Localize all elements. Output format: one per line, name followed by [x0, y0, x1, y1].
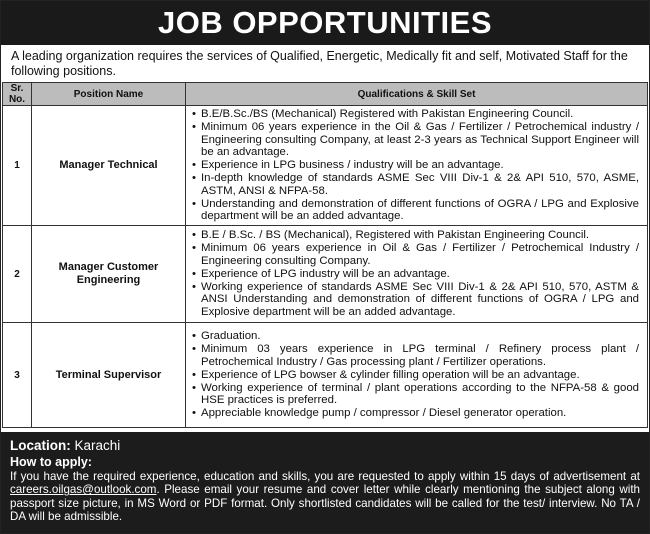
bullet-icon: • — [192, 368, 196, 381]
qualification-item — [192, 198, 639, 224]
qualification-text: Minimum 03 years experience in LPG terminal / Refinery process plant / Petrochemical Industry / Gas processing plant / Fertilizer operations. — [201, 343, 639, 368]
apply-instructions — [10, 470, 640, 523]
qualification-text: Working experience of terminal / plant operations according to the NFPA-58 & good HSE practices is preferred. — [201, 381, 639, 407]
qualification-text: Working experience of standards ASME Sec VIII Div-1 & 2& API 510, 570, ASTM & ANSI Understanding and demonstration of different functions of OGRA / LPG and Explosive department will be an added advantage. — [201, 280, 639, 319]
apply-text-part-1: If you have the required experience, education and skills, you are requested to apply within 15 days of advertisement at — [10, 470, 640, 483]
row-qualifications — [186, 106, 648, 226]
qualification-text: Understanding and demonstration of different functions of OGRA / LPG and Explosive department will be an added advantage. — [201, 197, 639, 223]
table-header-row — [3, 83, 648, 106]
header-position-name: Position Name — [32, 83, 186, 106]
qualification-item — [192, 382, 639, 408]
qualification-text: B.E / B.Sc. / BS (Mechanical), Registered with Pakistan Engineering Council. — [201, 229, 590, 242]
qualification-item — [192, 330, 639, 343]
bullet-icon: • — [192, 407, 196, 420]
row-sr-no: 1 — [3, 106, 32, 226]
table-row — [3, 323, 648, 428]
row-qualifications — [186, 226, 648, 323]
qualification-item — [192, 159, 639, 172]
row-position-name: Manager Technical — [32, 106, 186, 226]
qualification-item — [192, 121, 639, 159]
qualification-item — [192, 343, 639, 369]
footer-panel — [1, 432, 649, 533]
qualification-item — [192, 268, 639, 281]
qualification-text: B.E/B.Sc./BS (Mechanical) Registered with Pakistan Engineering Council. — [201, 108, 574, 120]
bullet-icon: • — [192, 330, 196, 343]
apply-email-link[interactable]: careers.oilgas@outlook.com — [10, 483, 157, 497]
bullet-icon: • — [192, 381, 196, 394]
intro-text: A leading organization requires the services of Qualified, Energetic, Medically fit and self, Motivated Staff for the following positions. — [11, 49, 628, 78]
bullet-icon: • — [192, 343, 196, 356]
positions-table — [2, 82, 648, 428]
qualification-item — [192, 172, 639, 198]
bullet-icon: • — [192, 229, 196, 242]
header-qualifications: Qualifications & Skill Set — [186, 83, 648, 106]
row-sr-no: 3 — [3, 323, 32, 428]
bullet-icon: • — [192, 197, 196, 210]
qualification-item — [192, 242, 639, 268]
row-position-name: Terminal Supervisor — [32, 323, 186, 428]
page-title: JOB OPPORTUNITIES — [1, 1, 649, 45]
header-sr-no: Sr. No. — [3, 83, 32, 106]
qualification-text: Experience in LPG business / industry will be an advantage. — [201, 159, 504, 172]
qualification-text: Experience of LPG industry will be an advantage. — [201, 267, 450, 280]
qualification-item — [192, 108, 639, 121]
location-value: Karachi — [74, 438, 121, 453]
bullet-icon: • — [192, 108, 196, 120]
qualification-text: In-depth knowledge of standards ASME Sec VIII Div-1 & 2& API 510, 570, ASME, ASTM, ANSI & NFPA-58. — [201, 171, 639, 197]
qualification-item — [192, 369, 639, 382]
qualification-item — [192, 281, 639, 319]
bullet-icon: • — [192, 159, 196, 172]
bullet-icon: • — [192, 171, 196, 184]
how-to-apply-heading: How to apply: — [10, 455, 92, 469]
qualification-text: Minimum 06 years experience in the Oil & Gas / Fertilizer / Petrochemical industry / Engineering consulting Company, at least 2-3 years as Technical Support Engineer will be an advantage. — [201, 120, 639, 159]
qualification-text: Graduation. — [201, 330, 261, 343]
bullet-icon: • — [192, 242, 196, 255]
qualification-text: Experience of LPG bowser & cylinder filling operation will be an advantage. — [201, 368, 580, 381]
qualification-item — [192, 229, 639, 242]
qualification-text: Appreciable knowledge pump / compressor / Diesel generator operation. — [201, 407, 567, 420]
location-line — [10, 437, 640, 455]
qualification-text: Minimum 06 years experience in Oil & Gas / Fertilizer / Petrochemical Industry / Engineering consulting Company. — [201, 242, 639, 267]
location-label: Location: — [10, 438, 71, 453]
table-row — [3, 106, 648, 226]
qualification-item — [192, 407, 639, 420]
row-qualifications — [186, 323, 648, 428]
bullet-icon: • — [192, 280, 196, 293]
apply-text-part-2: . Please email your resume and cover letter while clearly mentioning the subject along with passport size picture, in MS Word or PDF format. Only shortlisted candidates will be called for the test/ interview. No TA / DA will be admissible. — [10, 483, 640, 523]
table-row — [3, 226, 648, 323]
row-position-name: Manager Customer Engineering — [32, 226, 186, 323]
bullet-icon: • — [192, 267, 196, 280]
row-sr-no: 2 — [3, 226, 32, 323]
bullet-icon: • — [192, 120, 196, 133]
